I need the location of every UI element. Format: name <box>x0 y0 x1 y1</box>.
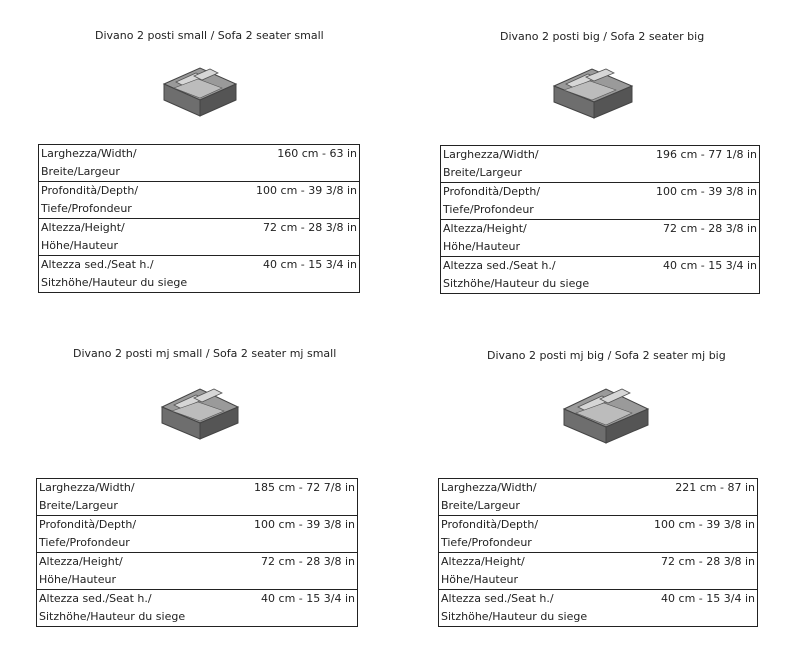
dimension-value: 72 cm - 28 3/8 in <box>661 555 755 568</box>
dimension-label: Sitzhöhe/Hauteur du siege <box>39 610 186 623</box>
dimension-label: Höhe/Hauteur <box>441 573 519 586</box>
dimension-value: 72 cm - 28 3/8 in <box>261 555 355 568</box>
dimension-label: Profondità/Depth/ <box>443 185 541 198</box>
dimension-label: Altezza/Height/ <box>39 555 123 568</box>
dimension-label: Sitzhöhe/Hauteur du siege <box>441 610 588 623</box>
dimension-label: Tiefe/Profondeur <box>443 203 534 216</box>
dimension-label: Tiefe/Profondeur <box>41 202 132 215</box>
table-row <box>37 590 358 627</box>
sofa-2-seater-big-image <box>550 64 636 124</box>
spec-table <box>440 145 760 294</box>
dimension-label: Breite/Largeur <box>441 499 520 512</box>
table-row <box>441 183 760 220</box>
table-row <box>441 257 760 294</box>
panel-title: Divano 2 posti small / Sofa 2 seater small <box>95 29 324 42</box>
dimension-label: Larghezza/Width/ <box>39 481 135 494</box>
dimension-value: 221 cm - 87 in <box>675 481 755 494</box>
dimension-label: Larghezza/Width/ <box>441 481 537 494</box>
dimension-label: Profondità/Depth/ <box>41 184 139 197</box>
dimension-label: Höhe/Hauteur <box>41 239 119 252</box>
dimension-value: 72 cm - 28 3/8 in <box>663 222 757 235</box>
dimension-value: 40 cm - 15 3/4 in <box>261 592 355 605</box>
dimension-label: Höhe/Hauteur <box>443 240 521 253</box>
dimension-label: Breite/Largeur <box>41 165 120 178</box>
dimension-label: Profondità/Depth/ <box>39 518 137 531</box>
table-row <box>439 479 758 516</box>
dimension-value: 160 cm - 63 in <box>277 147 357 160</box>
table-row <box>39 219 360 256</box>
table-row <box>439 553 758 590</box>
dimension-value: 100 cm - 39 3/8 in <box>654 518 755 531</box>
table-row <box>441 220 760 257</box>
dimension-value: 72 cm - 28 3/8 in <box>263 221 357 234</box>
dimension-value: 100 cm - 39 3/8 in <box>254 518 355 531</box>
sofa-2-seater-mj-small-image <box>158 383 242 445</box>
dimension-label: Altezza sed./Seat h./ <box>41 258 154 271</box>
table-row <box>37 516 358 553</box>
dimension-label: Profondità/Depth/ <box>441 518 539 531</box>
table-row <box>37 479 358 516</box>
dimension-label: Sitzhöhe/Hauteur du siege <box>443 277 590 290</box>
dimension-value: 40 cm - 15 3/4 in <box>663 259 757 272</box>
spec-table <box>36 478 358 627</box>
dimension-label: Altezza sed./Seat h./ <box>443 259 556 272</box>
table-row <box>39 256 360 293</box>
spec-table <box>438 478 758 627</box>
table-row <box>439 590 758 627</box>
table-row <box>441 146 760 183</box>
table-row <box>39 182 360 219</box>
dimension-label: Breite/Largeur <box>39 499 118 512</box>
dimension-label: Sitzhöhe/Hauteur du siege <box>41 276 188 289</box>
dimension-label: Altezza/Height/ <box>443 222 527 235</box>
dimension-label: Altezza sed./Seat h./ <box>39 592 152 605</box>
table-row <box>37 553 358 590</box>
dimension-value: 185 cm - 72 7/8 in <box>254 481 355 494</box>
dimension-label: Höhe/Hauteur <box>39 573 117 586</box>
dimension-label: Altezza/Height/ <box>41 221 125 234</box>
dimension-value: 196 cm - 77 1/8 in <box>656 148 757 161</box>
dimension-value: 100 cm - 39 3/8 in <box>256 184 357 197</box>
table-row <box>39 145 360 182</box>
dimension-label: Tiefe/Profondeur <box>39 536 130 549</box>
dimension-label: Larghezza/Width/ <box>41 147 137 160</box>
dimension-label: Altezza sed./Seat h./ <box>441 592 554 605</box>
sofa-2-seater-small-image <box>160 62 240 122</box>
dimension-label: Altezza/Height/ <box>441 555 525 568</box>
panel-title: Divano 2 posti mj small / Sofa 2 seater mj small <box>73 347 337 360</box>
sofa-2-seater-mj-big-image <box>560 383 652 449</box>
dimension-value: 40 cm - 15 3/4 in <box>661 592 755 605</box>
table-row <box>439 516 758 553</box>
dimension-label: Breite/Largeur <box>443 166 522 179</box>
dimension-label: Larghezza/Width/ <box>443 148 539 161</box>
dimension-value: 100 cm - 39 3/8 in <box>656 185 757 198</box>
dimension-label: Tiefe/Profondeur <box>441 536 532 549</box>
panel-title: Divano 2 posti big / Sofa 2 seater big <box>500 30 705 43</box>
spec-table <box>38 144 360 293</box>
dimension-value: 40 cm - 15 3/4 in <box>263 258 357 271</box>
panel-title: Divano 2 posti mj big / Sofa 2 seater mj big <box>487 349 726 362</box>
